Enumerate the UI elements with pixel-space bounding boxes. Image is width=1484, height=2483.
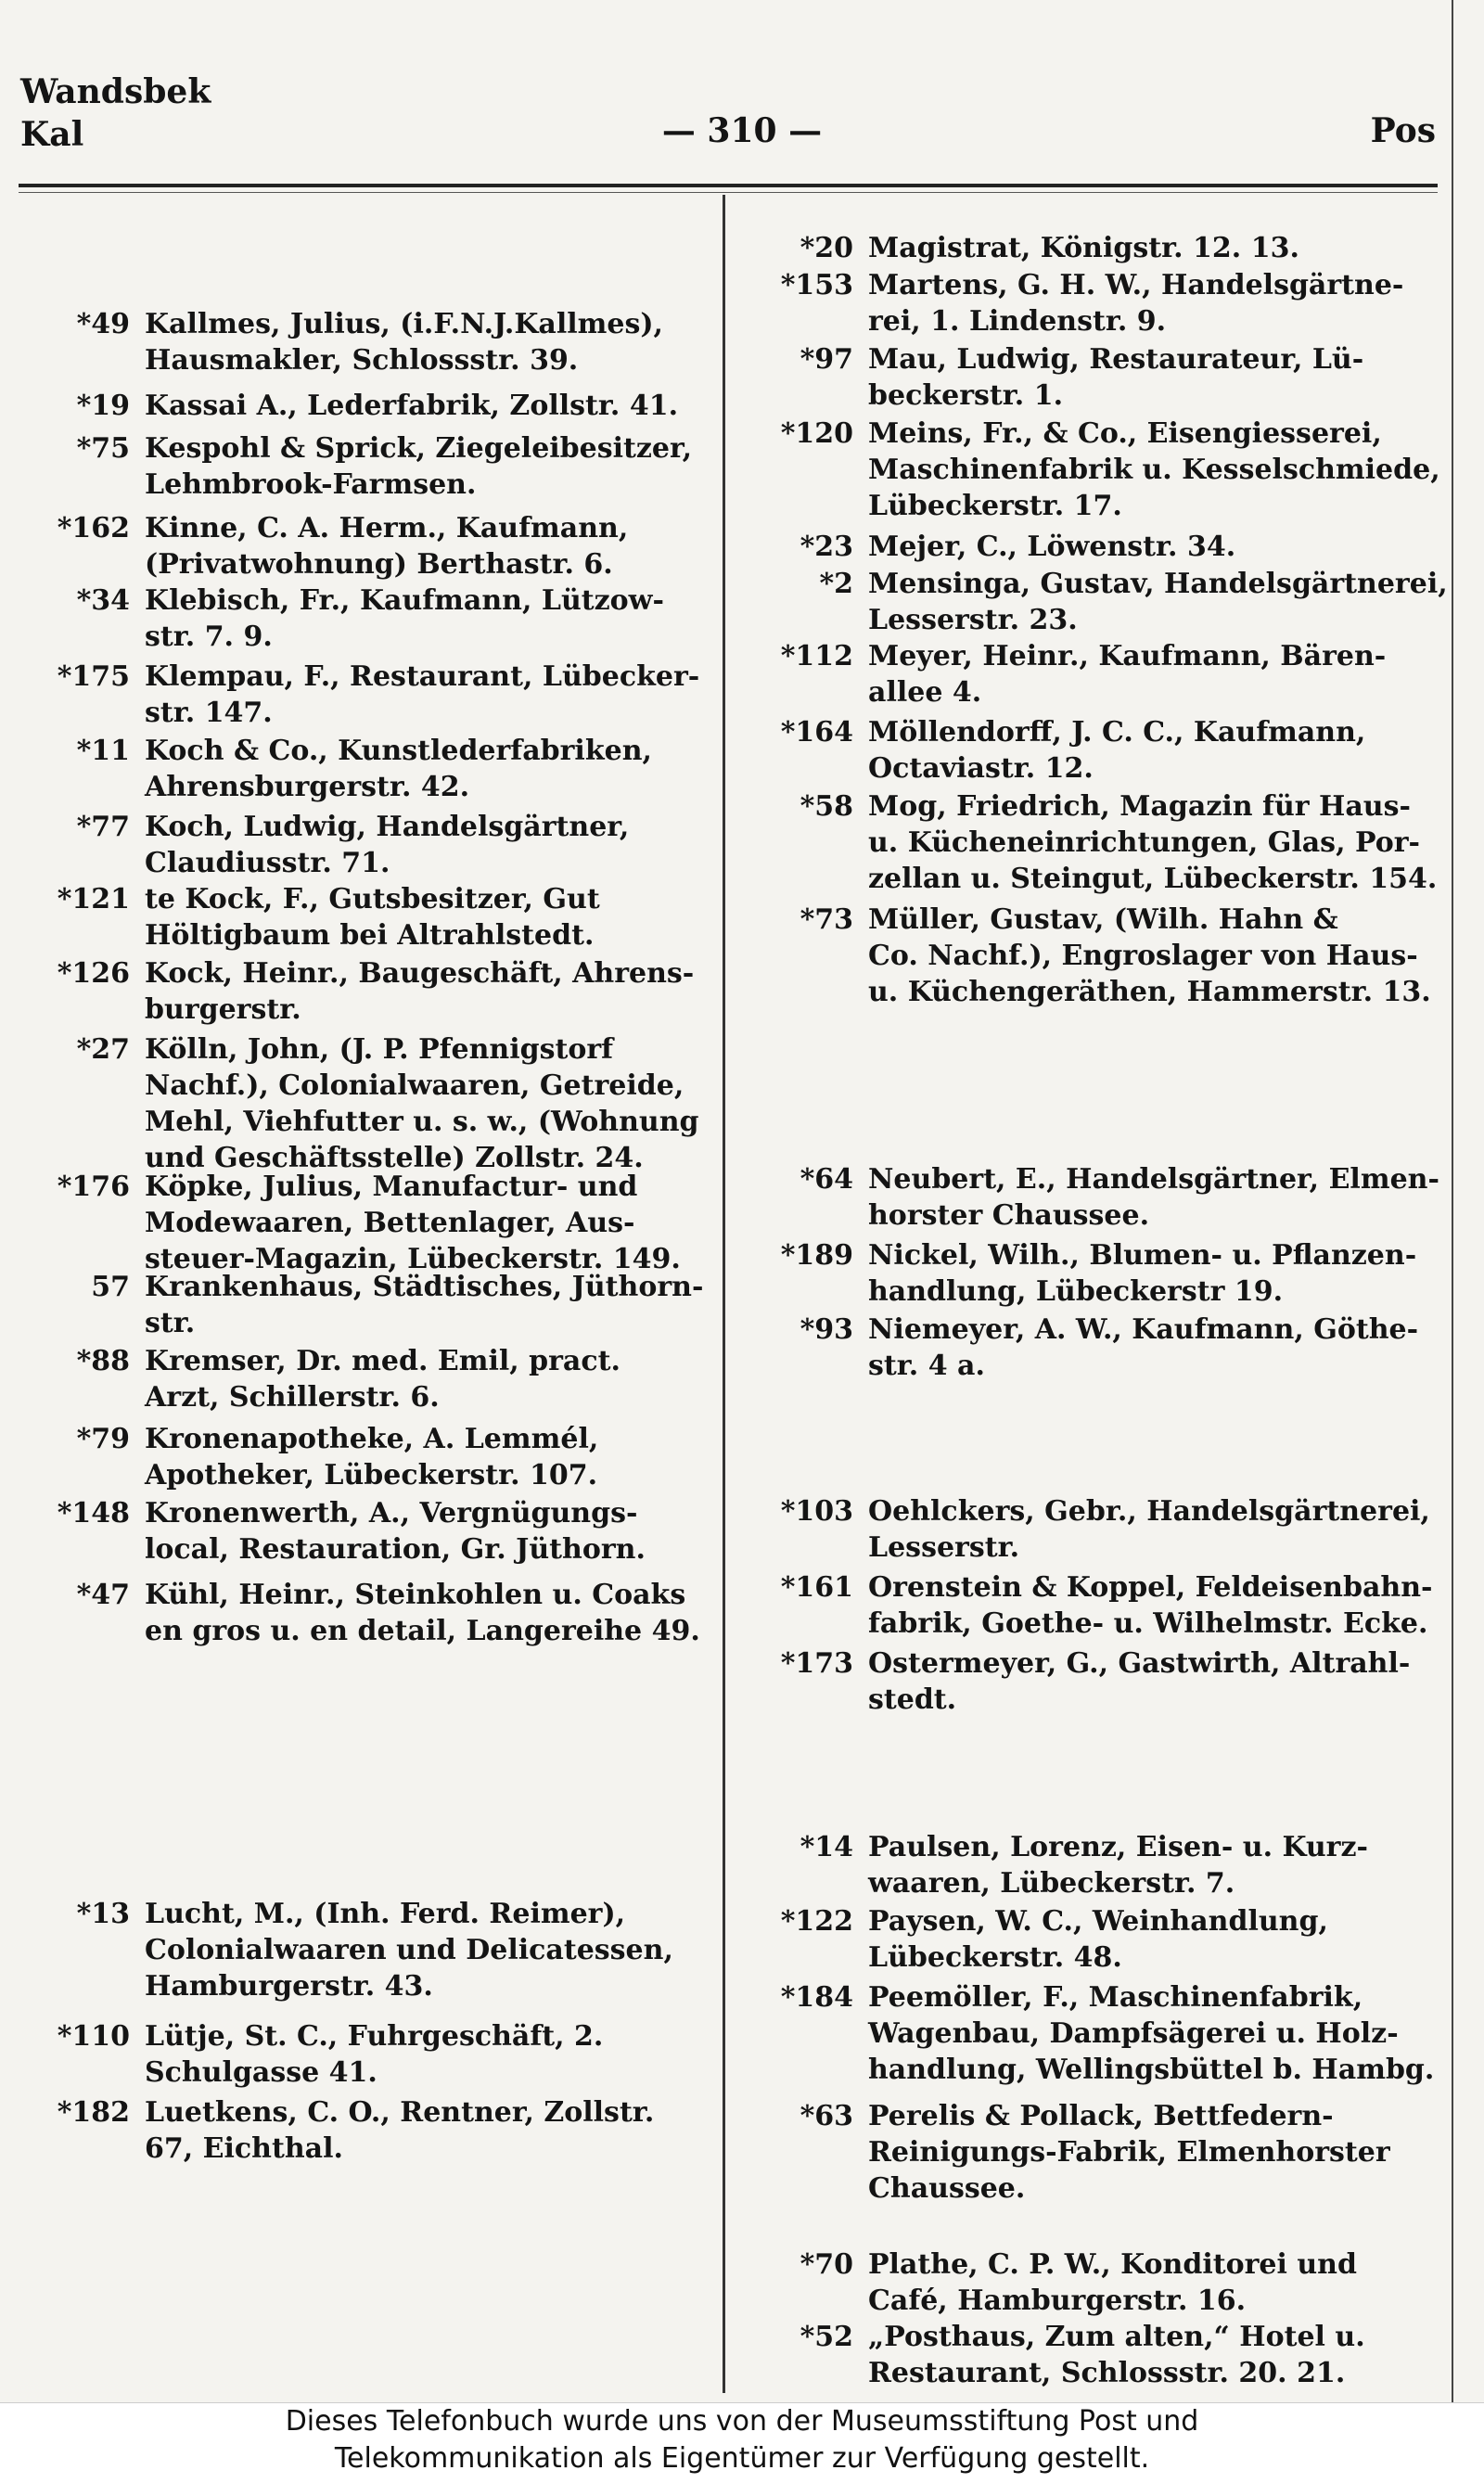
entry-text: [868, 341, 1363, 414]
entry-text: [868, 566, 1448, 638]
entry-text: [868, 1161, 1439, 1234]
phone-number: *27: [76, 1033, 130, 1066]
entry-line: Hamburgerstr. 43.: [145, 1970, 433, 2003]
directory-entry: [19, 388, 733, 424]
entry-line: Mejer, C., Löwenstr. 34.: [868, 531, 1236, 563]
header-place: Wandsbek: [20, 72, 211, 111]
entry-line: str. 7. 9.: [145, 621, 273, 653]
entry-line: Meins, Fr., & Co., Eisengiesserei,: [868, 417, 1382, 450]
phone-number: *120: [780, 417, 853, 450]
entry-line: Martens, G. H. W., Handelsgärtne-: [868, 269, 1404, 301]
directory-entry: [19, 510, 733, 582]
directory-entry: [742, 416, 1456, 524]
entry-line: Co. Nachf.), Engroslager von Haus-: [868, 940, 1418, 972]
directory-entry: [742, 714, 1456, 787]
entry-text: [868, 714, 1365, 787]
entry-line: str.: [145, 1307, 196, 1339]
entry-line: Kock, Heinr., Baugeschäft, Ahrens-: [145, 957, 695, 990]
entry-line: waaren, Lübeckerstr. 7.: [868, 1867, 1235, 1900]
entry-line: Meyer, Heinr., Kaufmann, Bären-: [868, 640, 1387, 672]
entry-line: Lehmbrook-Farmsen.: [145, 468, 477, 501]
directory-entry: [742, 1979, 1456, 2088]
entry-line: (Privatwohnung) Berthastr. 6.: [145, 548, 613, 581]
entry-text: [868, 638, 1386, 710]
directory-entry: [19, 2018, 733, 2091]
entry-text: [145, 430, 692, 503]
phone-number: *70: [800, 2248, 853, 2281]
phone-number: *110: [57, 2020, 130, 2053]
entry-line: str. 147.: [145, 697, 273, 729]
entry-text: [868, 1237, 1416, 1310]
phone-number: *13: [76, 1898, 130, 1930]
entry-text: [145, 510, 628, 582]
phone-number: *164: [780, 716, 853, 749]
entry-line: Lübeckerstr. 48.: [868, 1941, 1122, 1974]
ownership-notice: [0, 2402, 1484, 2483]
header-right: Pos: [1370, 111, 1436, 150]
entry-line: Arzt, Schillerstr. 6.: [145, 1381, 440, 1414]
entry-line: Kallmes, Julius, (i.F.N.J.Kallmes),: [145, 308, 663, 340]
entry-line: Apotheker, Lübeckerstr. 107.: [145, 1459, 598, 1491]
entry-text: [145, 306, 663, 378]
entry-line: Paulsen, Lorenz, Eisen- u. Kurz-: [868, 1831, 1368, 1863]
phone-number: *126: [57, 957, 130, 990]
entry-line: stedt.: [868, 1683, 957, 1716]
entry-line: Luetkens, C. O., Rentner, Zollstr.: [145, 2096, 655, 2129]
entry-line: Nachf.), Colonialwaaren, Getreide,: [145, 1069, 684, 1102]
entry-line: Perelis & Pollack, Bettfedern-: [868, 2100, 1334, 2132]
directory-entry: [742, 902, 1456, 1010]
directory-entry: [742, 341, 1456, 414]
entry-line: en gros u. en detail, Langereihe 49.: [145, 1615, 700, 1647]
directory-entry: [19, 1169, 733, 1277]
directory-entry: [742, 2246, 1456, 2319]
entry-line: Hausmakler, Schlossstr. 39.: [145, 344, 579, 377]
entry-line: Lübeckerstr. 17.: [868, 490, 1122, 522]
directory-entry: [742, 1493, 1456, 1566]
directory-entry: [19, 955, 733, 1028]
entry-line: Neubert, E., Handelsgärtner, Elmen-: [868, 1163, 1439, 1196]
directory-entry: [742, 2098, 1456, 2207]
directory-entry: [19, 733, 733, 805]
entry-text: [868, 416, 1440, 524]
entry-line: Lesserstr. 23.: [868, 604, 1078, 636]
entry-line: „Posthaus, Zum alten,“ Hotel u.: [868, 2321, 1365, 2353]
entry-line: und Geschäftsstelle) Zollstr. 24.: [145, 1142, 644, 1174]
directory-entry: [19, 1343, 733, 1415]
entry-line: Mensinga, Gustav, Handelsgärtnerei,: [868, 568, 1448, 600]
entry-line: Peemöller, F., Maschinenfabrik,: [868, 1981, 1363, 2014]
entry-line: Köpke, Julius, Manufactur- und: [145, 1171, 638, 1203]
phone-number: *112: [780, 640, 853, 672]
entry-line: fabrik, Goethe- u. Wilhelmstr. Ecke.: [868, 1607, 1428, 1640]
entry-text: [868, 902, 1431, 1010]
entry-line: steuer-Magazin, Lübeckerstr. 149.: [145, 1243, 681, 1275]
phone-number: *162: [57, 512, 130, 544]
entry-line: Maschinenfabrik u. Kesselschmiede,: [868, 454, 1440, 486]
directory-entry: [19, 1495, 733, 1568]
directory-entry: [742, 1312, 1456, 1384]
phone-number: *73: [800, 903, 853, 936]
entry-text: [145, 1169, 681, 1277]
entry-line: Kassai A., Lederfabrik, Zollstr. 41.: [145, 390, 679, 422]
entry-line: Colonialwaaren und Delicatessen,: [145, 1934, 673, 1966]
header-rule-thin: [19, 192, 1438, 193]
header-rule: [19, 184, 1438, 187]
phone-number: *103: [780, 1495, 853, 1528]
entry-text: [145, 659, 699, 731]
entry-text: [868, 2098, 1390, 2207]
directory-entry: [742, 267, 1456, 339]
entry-text: [868, 1645, 1410, 1718]
phone-number: *88: [76, 1345, 130, 1377]
entry-line: Lütje, St. C., Fuhrgeschäft, 2.: [145, 2020, 604, 2053]
entry-line: Krankenhaus, Städtisches, Jüthorn-: [145, 1271, 704, 1303]
notice-line-2: Telekommunikation als Eigentümer zur Verfügung gestellt.: [334, 2442, 1150, 2475]
page-header-left: [20, 70, 211, 156]
directory-entry: [742, 1569, 1456, 1642]
entry-text: [145, 1343, 620, 1415]
entry-line: u. Küchengeräthen, Hammerstr. 13.: [868, 976, 1431, 1008]
entry-line: horster Chaussee.: [868, 1199, 1150, 1232]
entry-text: [145, 733, 652, 805]
entry-line: Höltigbaum bei Altrahlstedt.: [145, 919, 595, 952]
entry-text: [145, 388, 678, 424]
entry-text: [868, 1312, 1418, 1384]
entry-line: handlung, Lübeckerstr 19.: [868, 1275, 1284, 1308]
directory-entry: [19, 1577, 733, 1649]
entry-text: [868, 2319, 1365, 2391]
entry-line: str. 4 a.: [868, 1350, 985, 1382]
phone-number: *97: [800, 343, 853, 376]
entry-text: [868, 230, 1299, 266]
directory-entry: [742, 566, 1456, 638]
entry-text: [868, 1493, 1430, 1566]
entry-line: Paysen, W. C., Weinhandlung,: [868, 1905, 1328, 1938]
entry-line: Kremser, Dr. med. Emil, pract.: [145, 1345, 620, 1377]
entry-text: [145, 582, 664, 655]
phone-number: *19: [76, 390, 130, 422]
entry-text: [868, 1903, 1328, 1976]
entry-line: Wagenbau, Dampfsägerei u. Holz-: [868, 2017, 1399, 2050]
entry-text: [145, 809, 629, 881]
entry-line: Magistrat, Königstr. 12. 13.: [868, 232, 1299, 264]
entry-line: Restaurant, Schlossstr. 20. 21.: [868, 2357, 1346, 2389]
phone-number: *175: [57, 660, 130, 693]
entry-line: Lucht, M., (Inh. Ferd. Reimer),: [145, 1898, 626, 1930]
directory-entry: [19, 1269, 733, 1341]
entry-line: Koch, Ludwig, Handelsgärtner,: [145, 811, 630, 843]
phone-number: *79: [76, 1423, 130, 1455]
entry-line: zellan u. Steingut, Lübeckerstr. 154.: [868, 863, 1438, 895]
directory-entry: [19, 2094, 733, 2167]
phone-number: *49: [76, 308, 130, 340]
entry-line: local, Restauration, Gr. Jüthorn.: [145, 1533, 646, 1566]
entry-line: Café, Hamburgerstr. 16.: [868, 2285, 1247, 2317]
entry-text: [868, 2246, 1357, 2319]
entry-line: 67, Eichthal.: [145, 2132, 343, 2165]
entry-line: Müller, Gustav, (Wilh. Hahn &: [868, 903, 1338, 936]
entry-text: [145, 1577, 700, 1649]
entry-line: Modewaaren, Bettenlager, Aus-: [145, 1207, 635, 1239]
entry-line: allee 4.: [868, 676, 982, 709]
directory-entry: [742, 638, 1456, 710]
entry-text: [145, 2018, 603, 2091]
entry-line: Mau, Ludwig, Restaurateur, Lü-: [868, 343, 1364, 376]
phone-number: *184: [780, 1981, 853, 2014]
entry-line: Niemeyer, A. W., Kaufmann, Göthe-: [868, 1313, 1419, 1346]
entry-line: Reinigungs-Fabrik, Elmenhorster: [868, 2136, 1390, 2169]
entry-text: [868, 1979, 1434, 2088]
phone-number: *2: [819, 568, 853, 600]
phone-number: *176: [57, 1171, 130, 1203]
entry-text: [145, 955, 694, 1028]
phone-number: *14: [800, 1831, 853, 1863]
directory-entry: [19, 1421, 733, 1493]
entry-text: [145, 1896, 673, 2004]
notice-line-1: Dieses Telefonbuch wurde uns von der Museumsstiftung Post und: [285, 2405, 1199, 2438]
entry-text: [868, 267, 1403, 339]
phone-number: *63: [800, 2100, 853, 2132]
entry-line: Oehlckers, Gebr., Handelsgärtnerei,: [868, 1495, 1430, 1528]
phone-number: *58: [800, 790, 853, 823]
entry-line: rei, 1. Lindenstr. 9.: [868, 305, 1167, 338]
entry-line: Kühl, Heinr., Steinkohlen u. Coaks: [145, 1579, 686, 1611]
directory-entry: [742, 1903, 1456, 1976]
phone-number: *161: [780, 1571, 853, 1604]
directory-entry: [19, 659, 733, 731]
phone-number: *34: [76, 584, 130, 617]
directory-entry: [19, 1031, 733, 1176]
entry-line: Kinne, C. A. Herm., Kaufmann,: [145, 512, 629, 544]
entry-text: [145, 2094, 654, 2167]
directory-entry: [742, 230, 1456, 266]
entry-line: Schulgasse 41.: [145, 2056, 377, 2089]
entry-text: [145, 1495, 646, 1568]
entry-line: Octaviastr. 12.: [868, 752, 1094, 785]
phone-number: *189: [780, 1239, 853, 1272]
directory-entry: [19, 1896, 733, 2004]
entry-line: Claudiusstr. 71.: [145, 847, 390, 879]
entry-line: Mehl, Viehfutter u. s. w., (Wohnung: [145, 1106, 699, 1138]
entry-line: Ostermeyer, G., Gastwirth, Altrahl-: [868, 1647, 1411, 1680]
entry-line: Kölln, John, (J. P. Pfennigstorf: [145, 1033, 614, 1066]
entry-text: [145, 1031, 699, 1176]
entry-text: [868, 529, 1235, 565]
entry-text: [145, 881, 600, 954]
entry-line: Klebisch, Fr., Kaufmann, Lützow-: [145, 584, 664, 617]
entry-line: te Kock, F., Gutsbesitzer, Gut: [145, 883, 600, 915]
directory-entry: [742, 1161, 1456, 1234]
directory-entry: [19, 881, 733, 954]
entry-line: u. Kücheneinrichtungen, Glas, Por-: [868, 826, 1420, 859]
entry-text: [145, 1421, 598, 1493]
phone-number: *52: [800, 2321, 853, 2353]
entry-line: Klempau, F., Restaurant, Lübecker-: [145, 660, 700, 693]
directory-entry: [742, 1829, 1456, 1901]
entry-line: Lesserstr.: [868, 1531, 1020, 1564]
phone-number: *173: [780, 1647, 853, 1680]
directory-entry: [19, 430, 733, 503]
phone-number: *64: [800, 1163, 853, 1196]
phone-number: *11: [76, 735, 130, 767]
phone-number: *20: [800, 232, 853, 264]
entry-line: Plathe, C. P. W., Konditorei und: [868, 2248, 1357, 2281]
directory-entry: [19, 306, 733, 378]
phone-number: *182: [57, 2096, 130, 2129]
entry-text: [868, 1569, 1432, 1642]
header-range: Kal: [20, 115, 84, 154]
entry-line: Möllendorff, J. C. C., Kaufmann,: [868, 716, 1366, 749]
directory-entry: [19, 582, 733, 655]
directory-entry: [742, 1645, 1456, 1718]
entry-line: Kronenwerth, A., Vergnügungs-: [145, 1497, 638, 1529]
page-number: — 310 —: [661, 111, 823, 150]
entry-text: [868, 788, 1437, 897]
phone-number: *77: [76, 811, 130, 843]
phone-number: *122: [780, 1905, 853, 1938]
entry-line: Orenstein & Koppel, Feldeisenbahn-: [868, 1571, 1433, 1604]
entry-line: Nickel, Wilh., Blumen- u. Pflanzen-: [868, 1239, 1417, 1272]
entry-line: Koch & Co., Kunstlederfabriken,: [145, 735, 652, 767]
entry-line: handlung, Wellingsbüttel b. Hambg.: [868, 2054, 1435, 2086]
entry-line: Chaussee.: [868, 2172, 1026, 2205]
entry-line: Kespohl & Sprick, Ziegeleibesitzer,: [145, 432, 693, 465]
phone-number: *75: [76, 432, 130, 465]
phone-number: *23: [800, 531, 853, 563]
phone-number: 57: [91, 1271, 130, 1303]
phone-number: *153: [780, 269, 853, 301]
directory-entry: [742, 529, 1456, 565]
entry-line: Mog, Friedrich, Magazin für Haus-: [868, 790, 1411, 823]
entry-text: [145, 1269, 703, 1341]
directory-entry: [742, 1237, 1456, 1310]
phone-number: *121: [57, 883, 130, 915]
directory-entry: [742, 2319, 1456, 2391]
entry-line: beckerstr. 1.: [868, 379, 1064, 412]
phone-number: *47: [76, 1579, 130, 1611]
entry-line: Kronenapotheke, A. Lemmél,: [145, 1423, 599, 1455]
phone-number: *93: [800, 1313, 853, 1346]
entry-line: burgerstr.: [145, 993, 301, 1026]
entry-text: [868, 1829, 1368, 1901]
directory-entry: [19, 809, 733, 881]
entry-line: Ahrensburgerstr. 42.: [145, 771, 470, 803]
directory-entry: [742, 788, 1456, 897]
phone-number: *148: [57, 1497, 130, 1529]
